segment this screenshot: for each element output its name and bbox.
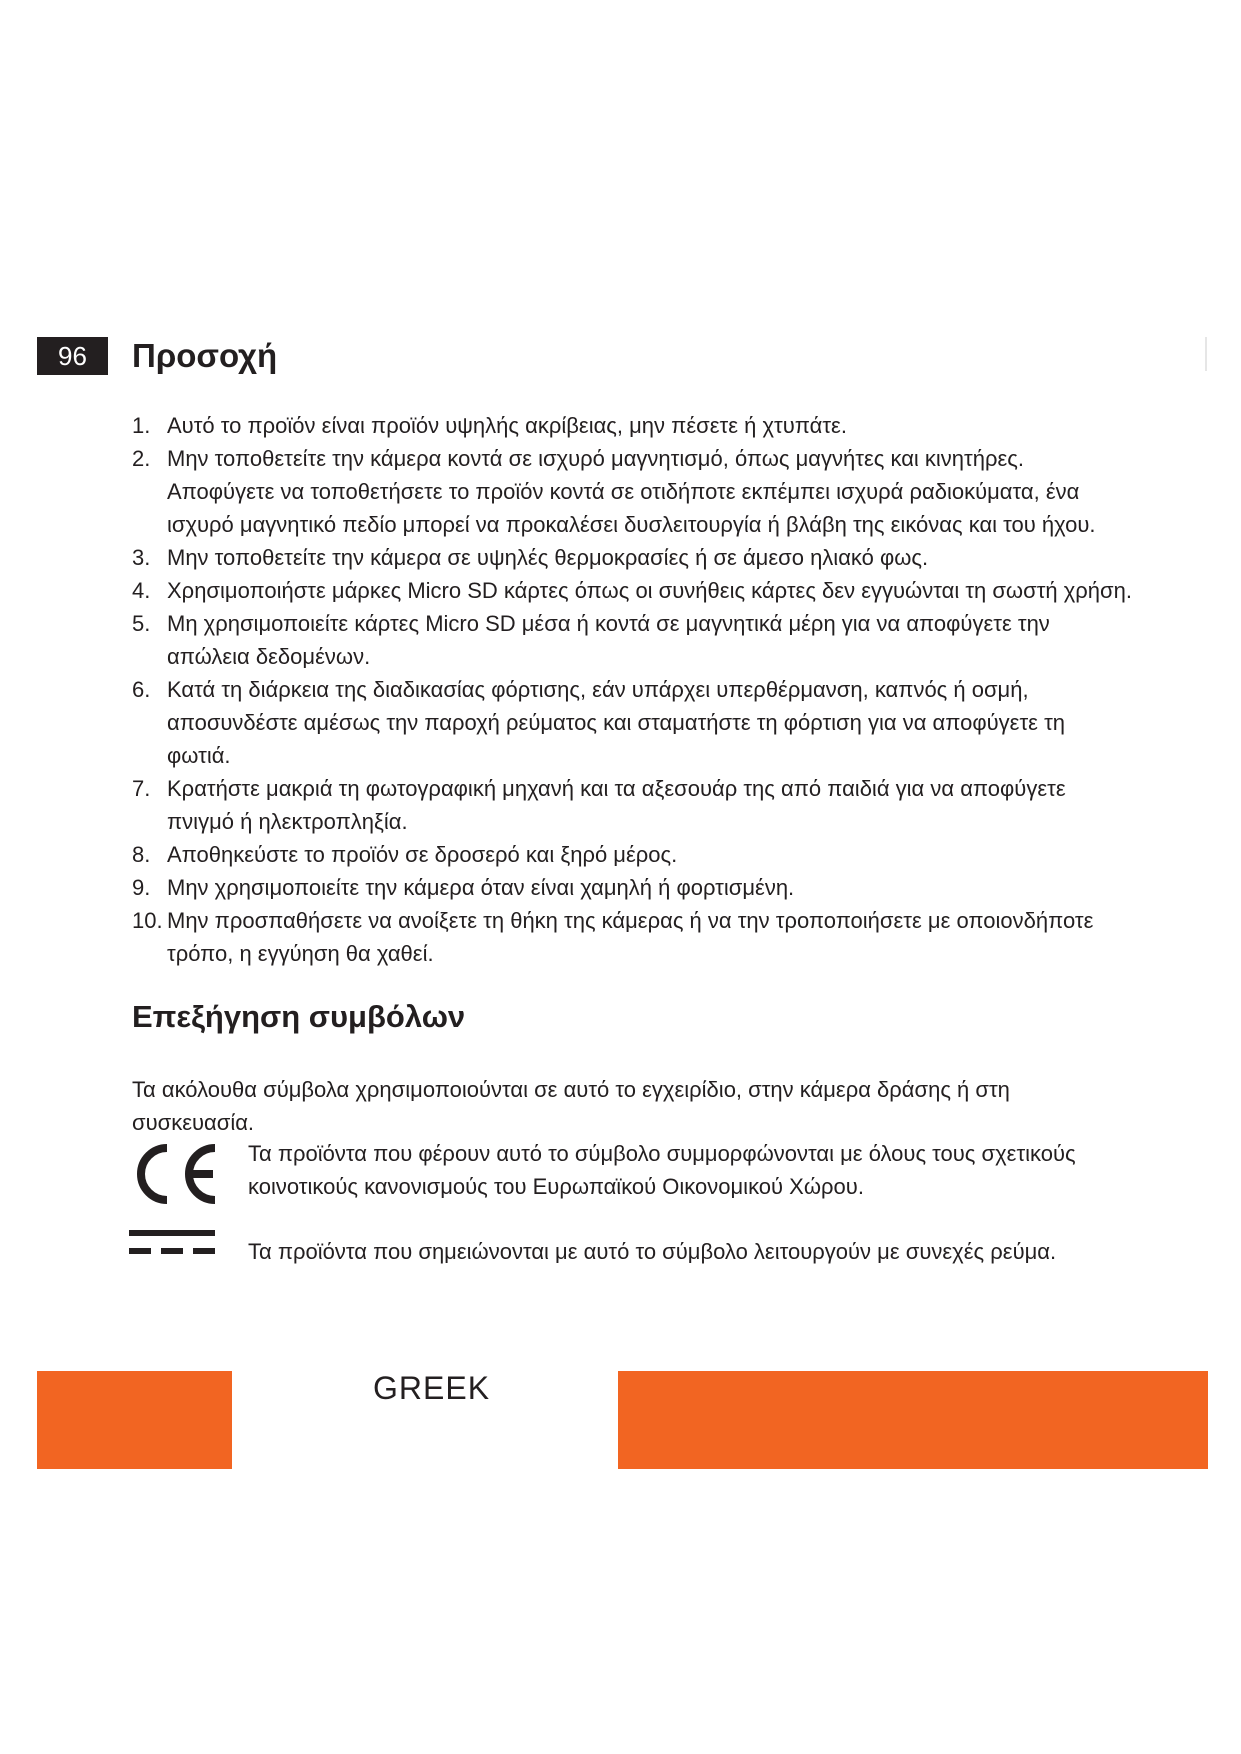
header-divider bbox=[1205, 337, 1207, 371]
item-number: 1. bbox=[132, 413, 151, 438]
item-number: 3. bbox=[132, 545, 151, 570]
list-item bbox=[132, 409, 1132, 442]
item-number: 10. bbox=[132, 908, 163, 933]
list-item bbox=[132, 574, 1132, 607]
item-text: Μην τοποθετείτε την κάμερα κοντά σε ισχυρό μαγνητισμό, όπως μαγνήτες και κινητήρες. Αποφύγετε να τοποθετήσετε το προϊόν κοντά σε οτιδήποτε εκπέμπει ισχυρά ραδιοκύματα, ένα ισχυρό μαγνητικό πεδίο μπορεί να προκαλέσει δυσλειτουργία ή βλάβη της εικόνας και του ήχου. bbox=[167, 446, 1096, 537]
item-text: Κρατήστε μακριά τη φωτογραφική μηχανή και τα αξεσουάρ της από παιδιά για να αποφύγετε πνιγμό ή ηλεκτροπληξία. bbox=[167, 776, 1066, 834]
ce-mark-icon bbox=[129, 1138, 221, 1215]
item-text: Χρησιμοποιήστε μάρκες Micro SD κάρτες όπως οι συνήθεις κάρτες δεν εγγυώνται τη σωστή χρήση. bbox=[167, 578, 1132, 603]
item-number: 7. bbox=[132, 776, 151, 801]
item-text: Κατά τη διάρκεια της διαδικασίας φόρτισης, εάν υπάρχει υπερθέρμανση, καπνός ή οσμή, αποσυνδέστε αμέσως την παροχή ρεύματος και σταματήστε τη φόρτιση για να αποφύγετε τη φωτιά. bbox=[167, 677, 1065, 768]
item-number: 9. bbox=[132, 875, 151, 900]
list-item bbox=[132, 904, 1132, 970]
list-item bbox=[132, 607, 1132, 673]
warnings-list bbox=[132, 409, 1132, 970]
list-item bbox=[132, 838, 1132, 871]
ce-mark-description: Τα προϊόντα που φέρουν αυτό το σύμβολο συμμορφώνονται με όλους τους σχετικούς κοινοτικούς κανονισμούς του Ευρωπαϊκού Οικονομικού Χώρου. bbox=[248, 1141, 1076, 1199]
item-text: Αποθηκεύστε το προϊόν σε δροσερό και ξηρό μέρος. bbox=[167, 842, 678, 867]
list-item bbox=[132, 871, 1132, 904]
footer-band-left bbox=[37, 1371, 232, 1469]
list-item bbox=[132, 772, 1132, 838]
list-item bbox=[132, 541, 1132, 574]
page-title: Προσοχή bbox=[132, 337, 278, 374]
item-text: Μη χρησιμοποιείτε κάρτες Micro SD μέσα ή κοντά σε μαγνητικά μέρη για να αποφύγετε την απώλεια δεδομένων. bbox=[167, 611, 1050, 669]
footer-band-right bbox=[618, 1371, 1208, 1469]
symbols-intro: Τα ακόλουθα σύμβολα χρησιμοποιούνται σε αυτό το εγχειρίδιο, στην κάμερα δράσης ή στη συσκευασία. bbox=[132, 1077, 1010, 1135]
page-number: 96 bbox=[37, 337, 108, 375]
item-number: 8. bbox=[132, 842, 151, 867]
item-number: 5. bbox=[132, 611, 151, 636]
item-number: 2. bbox=[132, 446, 151, 471]
direct-current-icon bbox=[129, 1228, 217, 1263]
dc-description: Τα προϊόντα που σημειώνονται με αυτό το σύμβολο λειτουργούν με συνεχές ρεύμα. bbox=[248, 1239, 1057, 1264]
item-text: Μην τοποθετείτε την κάμερα σε υψηλές θερμοκρασίες ή σε άμεσο ηλιακό φως. bbox=[167, 545, 929, 570]
language-label: GREEK bbox=[373, 1370, 491, 1406]
list-item bbox=[132, 442, 1132, 541]
item-text: Μην προσπαθήσετε να ανοίξετε τη θήκη της κάμερας ή να την τροποποιήσετε με οποιονδήποτε τρόπο, η εγγύηση θα χαθεί. bbox=[167, 908, 1094, 966]
item-text: Αυτό το προϊόν είναι προϊόν υψηλής ακρίβειας, μην πέσετε ή χτυπάτε. bbox=[167, 413, 847, 438]
item-number: 4. bbox=[132, 578, 151, 603]
list-item bbox=[132, 673, 1132, 772]
symbols-heading: Επεξήγηση συμβόλων bbox=[132, 999, 466, 1034]
item-number: 6. bbox=[132, 677, 151, 702]
item-text: Μην χρησιμοποιείτε την κάμερα όταν είναι χαμηλή ή φορτισμένη. bbox=[167, 875, 795, 900]
